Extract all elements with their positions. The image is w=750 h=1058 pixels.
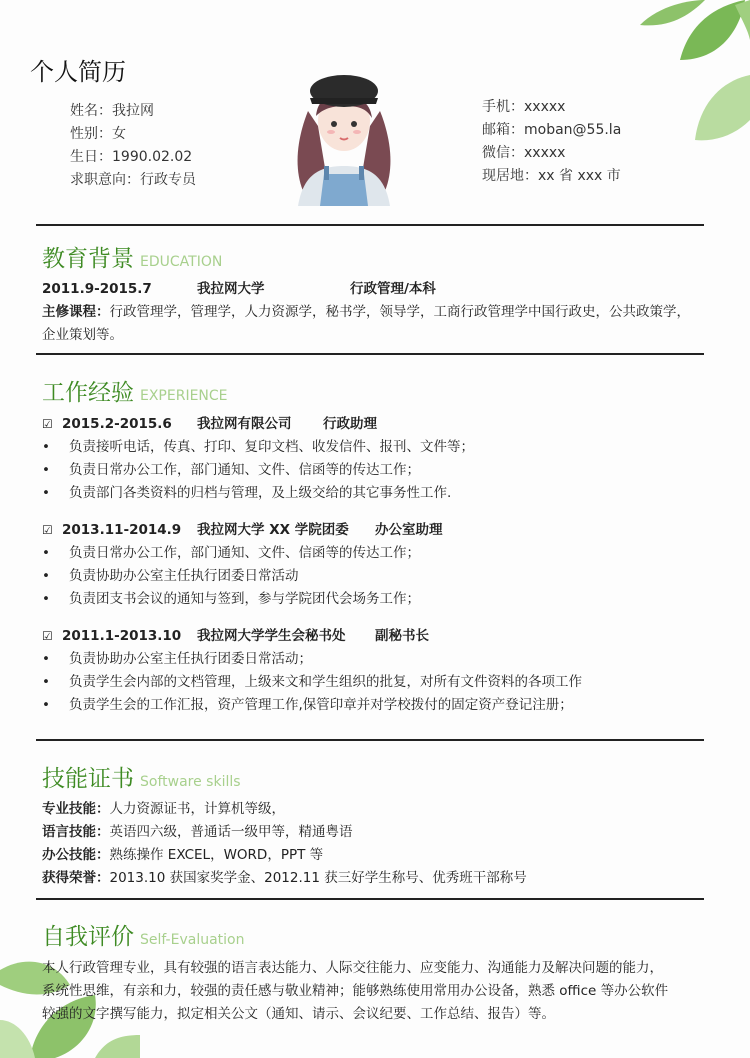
job-head	[42, 413, 692, 436]
job-role: 办公室助理	[375, 522, 443, 538]
job-head	[42, 625, 692, 648]
job-period: 2013.11-2014.9	[62, 522, 182, 538]
bullet-icon: •	[42, 591, 50, 607]
checkbox-icon: ☑	[42, 523, 53, 537]
bullet-icon: •	[42, 462, 50, 478]
education-courses	[42, 301, 692, 347]
skills-heading	[42, 760, 241, 793]
job-org: 我拉网大学 XX 学院团委	[197, 522, 349, 538]
skill-row	[42, 821, 692, 844]
job-org: 我拉网有限公司	[197, 416, 292, 432]
personal-info-left	[70, 100, 196, 192]
self-eval-heading	[42, 918, 244, 951]
address-field: 现居地：xx 省 xxx 市	[482, 168, 621, 184]
skill-row	[42, 867, 692, 890]
self-eval-heading-cn: 自我评价	[42, 924, 134, 950]
education-heading-cn: 教育背景	[42, 246, 134, 272]
job-entry	[42, 413, 692, 505]
skill-label: 专业技能：	[42, 801, 110, 817]
list-item	[42, 588, 692, 611]
bullet-icon: •	[42, 697, 50, 713]
intent-field: 求职意向：行政专员	[70, 172, 196, 188]
education-school: 我拉网大学	[197, 281, 265, 297]
list-item	[42, 694, 692, 717]
education-heading-en: EDUCATION	[140, 254, 223, 270]
list-item	[42, 671, 692, 694]
job-org: 我拉网大学学生会秘书处	[197, 628, 346, 644]
self-eval-heading-en: Self-Evaluation	[140, 932, 245, 948]
bullet-icon: •	[42, 674, 50, 690]
bullet-icon: •	[42, 485, 50, 501]
skill-label: 办公技能：	[42, 847, 110, 863]
list-item	[42, 482, 692, 505]
gender-field: 性别：女	[70, 126, 126, 142]
list-item-text: 负责学生会内部的文档管理，上级来文和学生组织的批复，对所有文件资料的各项工作	[69, 674, 582, 690]
education-heading	[42, 240, 222, 273]
phone-field: 手机：xxxxx	[482, 99, 566, 115]
job-period: 2015.2-2015.6	[62, 416, 172, 432]
bullet-icon: •	[42, 439, 50, 455]
experience-heading	[42, 374, 228, 407]
list-item	[42, 459, 692, 482]
self-eval-text: 本人行政管理专业，具有较强的语言表达能力、人际交往能力、应变能力、沟通能力及解决问题的能力，系统性思维，有亲和力，较强的责任感与敬业精神；能够熟练使用常用办公设备，熟悉 office 等办公软件较强的文字撰写能力，拟定相关公文（通知、请示、会议纪要、工作总结、报告）等。	[42, 960, 669, 1022]
birth-field: 生日：1990.02.02	[70, 149, 193, 165]
list-item	[42, 565, 692, 588]
job-entry	[42, 625, 692, 717]
skill-value: 英语四六级，普通话一级甲等，精通粤语	[109, 824, 353, 840]
wechat-field: 微信：xxxxx	[482, 145, 566, 161]
list-item-text: 负责学生会的工作汇报，资产管理工作,保管印章并对学校拨付的固定资产登记注册；	[69, 697, 573, 713]
divider	[36, 353, 704, 355]
list-item	[42, 648, 692, 671]
education-row	[42, 278, 692, 301]
list-item-text: 负责接听电话，传真、打印、复印文档、收发信件、报刊、文件等；	[69, 439, 474, 455]
skills-heading-cn: 技能证书	[42, 766, 134, 792]
personal-info-right	[482, 96, 621, 188]
skills-heading-en: Software skills	[140, 774, 241, 790]
skill-row	[42, 798, 692, 821]
divider	[36, 898, 704, 900]
list-item-text: 负责日常办公工作，部门通知、文件、信函等的传达工作；	[69, 462, 420, 478]
skill-value: 熟练操作 EXCEL，WORD，PPT 等	[109, 847, 324, 863]
divider	[36, 739, 704, 741]
list-item-text: 负责协助办公室主任执行团委日常活动；	[69, 651, 312, 667]
education-major: 行政管理/本科	[350, 281, 436, 297]
job-period: 2011.1-2013.10	[62, 628, 182, 644]
page-title: 个人简历	[30, 58, 126, 86]
list-item	[42, 542, 692, 565]
skill-row	[42, 844, 692, 867]
job-role: 行政助理	[323, 416, 377, 432]
checkbox-icon: ☑	[42, 417, 53, 431]
skill-label: 语言技能：	[42, 824, 110, 840]
skill-label: 获得荣誉：	[42, 870, 110, 886]
education-period: 2011.9-2015.7	[42, 281, 152, 297]
experience-block	[42, 413, 692, 731]
experience-heading-en: EXPERIENCE	[140, 388, 228, 404]
courses-label: 主修课程：	[42, 304, 110, 320]
experience-heading-cn: 工作经验	[42, 380, 134, 406]
bullet-icon: •	[42, 568, 50, 584]
list-item-text: 负责部门各类资料的归档与管理，及上级交给的其它事务性工作.	[69, 485, 452, 501]
avatar	[288, 66, 400, 206]
job-role: 副秘书长	[375, 628, 429, 644]
courses-value: 行政管理学，管理学，人力资源学，秘书学，领导学，工商行政管理学中国行政史，公共政策学，企业策划等。	[42, 304, 690, 343]
leaf-decoration-top-right-icon	[620, 0, 750, 150]
skill-value: 2013.10 获国家奖学金、2012.11 获三好学生称号、优秀班干部称号	[109, 870, 527, 886]
name-field: 姓名：我拉网	[70, 103, 154, 119]
list-item-text: 负责日常办公工作，部门通知、文件、信函等的传达工作；	[69, 545, 420, 561]
checkbox-icon: ☑	[42, 629, 53, 643]
list-item	[42, 436, 692, 459]
skill-value: 人力资源证书，计算机等级，	[109, 801, 285, 817]
bullet-icon: •	[42, 545, 50, 561]
list-item-text: 负责协助办公室主任执行团委日常活动	[69, 568, 299, 584]
divider	[36, 224, 704, 226]
job-head	[42, 519, 692, 542]
education-block	[42, 278, 692, 347]
list-item-text: 负责团支书会议的通知与签到，参与学院团代会场务工作；	[69, 591, 420, 607]
email-field: 邮箱：moban@55.la	[482, 122, 622, 138]
job-entry	[42, 519, 692, 611]
bullet-icon: •	[42, 651, 50, 667]
skills-block	[42, 798, 692, 890]
